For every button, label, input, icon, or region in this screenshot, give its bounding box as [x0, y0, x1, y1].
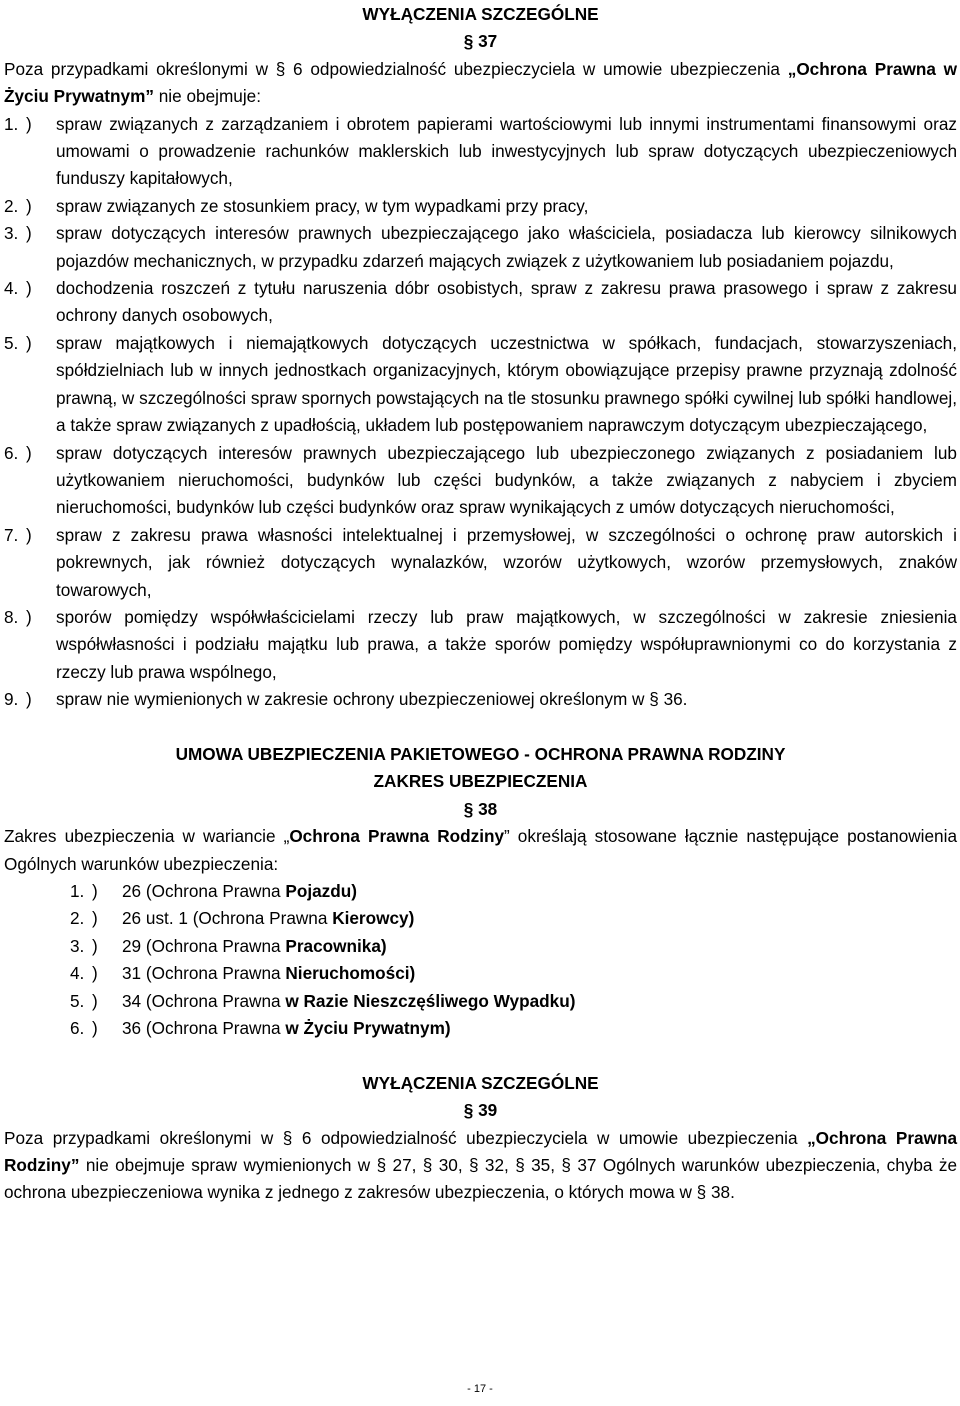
item-paren: ): [26, 689, 32, 710]
scope-item: [70, 960, 957, 987]
section-39: [4, 1070, 957, 1207]
item-paren: ): [92, 880, 98, 901]
item-paren: ): [92, 963, 98, 984]
scope-subtitle: ZAKRES UBEZPIECZENIA: [373, 771, 588, 792]
item-plain-text: 31 (Ochrona Prawna: [122, 963, 286, 984]
item-number: 3.: [70, 935, 85, 956]
item-number: 1.: [4, 113, 19, 134]
item-text: spraw związanych z zarządzaniem i obrotem papierami wartościowymi lub innymi instrumentami finansowymi oraz umowami o prowadzenie rachunków maklerskich lub inwestycyjnych lub spraw dotyczących ubezpieczeniowych funduszy kapitałowych,: [56, 113, 957, 189]
intro-text-end: nie obejmuje:: [153, 86, 261, 107]
item-plain-text: 26 ust. 1 (Ochrona Prawna: [122, 908, 333, 929]
item-number: 9.: [4, 689, 19, 710]
section-38-number: § 38: [463, 798, 498, 819]
item-bold-text: Nieruchomości): [285, 963, 416, 984]
item-plain-text: 36 (Ochrona Prawna: [122, 1018, 286, 1039]
item-number: 2.: [4, 195, 19, 216]
section-39-number: § 39: [463, 1100, 498, 1121]
item-text: spraw dotyczących interesów prawnych ubezpieczającego lub ubezpieczonego związanych z posiadaniem lub użytkowaniem nieruchomości, budynków lub części budynków, a także związanych z nabyciem i zbyciem nieruchomości, budynków lub części budynków oraz spraw wynikających z umów dotyczących nieruchomości,: [56, 442, 957, 518]
scope-item: [70, 878, 957, 905]
item-paren: ): [92, 935, 98, 956]
document-page: [4, 1, 957, 1207]
section-37: [4, 1, 957, 714]
scope-item: [70, 988, 957, 1015]
exclusion-item: [4, 440, 957, 522]
intro-text-end: ” określają stosowane łącznie następujące postanowienia Ogólnych warunków ubezpieczenia:: [4, 826, 957, 874]
item-text: [106, 933, 387, 960]
item-number: 6.: [4, 442, 19, 463]
section-37-number: § 37: [463, 31, 498, 52]
text-end: nie obejmuje spraw wymienionych w § 27, § 30, § 32, § 35, § 37 Ogólnych warunków ubezpieczenia, chyba że ochrona ubezpieczeniowa wynika z jednego z zakresów ubezpieczenia, o których mowa w § 38.: [4, 1155, 957, 1203]
item-paren: ): [26, 442, 32, 463]
exclusion-item: [4, 522, 957, 604]
item-plain-text: 34 (Ochrona Prawna: [122, 990, 286, 1011]
item-plain-text: 26 (Ochrona Prawna: [122, 880, 286, 901]
exclusion-item: [4, 220, 957, 275]
package-title: UMOWA UBEZPIECZENIA PAKIETOWEGO - OCHRONA PRAWNA RODZINY: [175, 743, 786, 764]
item-text: spraw dotyczących interesów prawnych ubezpieczającego jako właściciela, posiadacza lub kierowcy silnikowych pojazdów mechanicznych, w przypadku zdarzeń mających związek z użytkowaniem lub posiadaniem pojazdu,: [56, 223, 957, 271]
exclusion-item: [4, 330, 957, 440]
item-plain-text: 29 (Ochrona Prawna: [122, 935, 286, 956]
intro-text: Poza przypadkami określonymi w § 6 odpowiedzialność ubezpieczyciela w umowie ubezpieczenia: [4, 58, 788, 79]
item-number: 2.: [70, 908, 85, 929]
item-bold-text: Pracownika): [285, 935, 387, 956]
section-39-text: [4, 1125, 957, 1207]
item-paren: ): [26, 113, 32, 134]
exclusion-item: [4, 193, 957, 220]
item-text: spraw związanych ze stosunkiem pracy, w tym wypadkami przy pracy,: [56, 195, 589, 216]
section-37-exclusions-list: [4, 111, 957, 714]
intro-text: Zakres ubezpieczenia w wariancie „: [4, 826, 290, 847]
variant-name: „Ochrona Prawna Rodziny”: [4, 1127, 957, 1176]
section-38-intro: [4, 823, 957, 878]
section-38-scope-list: [4, 878, 957, 1042]
intro-variant-name: Ochrona Prawna Rodziny: [289, 826, 505, 847]
exclusion-item: [4, 111, 957, 193]
text-start: Poza przypadkami określonymi w § 6 odpowiedzialność ubezpieczyciela w umowie ubezpieczenia: [4, 1127, 808, 1148]
item-paren: ): [26, 223, 32, 244]
section-38: [4, 741, 957, 1042]
item-paren: ): [92, 908, 98, 929]
exclusion-item: [4, 604, 957, 686]
section-37-intro: [4, 56, 957, 111]
exclusion-item: [4, 275, 957, 330]
item-paren: ): [26, 278, 32, 299]
scope-item: [70, 933, 957, 960]
item-text: dochodzenia roszczeń z tytułu naruszenia dóbr osobistych, spraw z zakresu prawa prasowego i spraw z zakresu ochrony danych osobowych,: [56, 278, 957, 326]
item-bold-text: Pojazdu): [285, 880, 357, 901]
item-text: [106, 960, 415, 987]
item-number: 5.: [70, 990, 85, 1011]
exclusion-item: [4, 686, 957, 713]
item-paren: ): [92, 1018, 98, 1039]
item-paren: ): [26, 332, 32, 353]
item-text: sporów pomiędzy współwłaścicielami rzeczy lub praw majątkowych, w szczególności w zakresie zniesienia współwłasności i podziału majątku lub prawa, a także sporów pomiędzy współuprawnionymi co do korzystania z rzeczy lub prawa wspólnego,: [56, 606, 957, 682]
item-number: 7.: [4, 524, 19, 545]
item-bold-text: Kierowcy): [332, 908, 415, 929]
page-number: - 17 -: [467, 1383, 493, 1395]
item-paren: ): [26, 606, 32, 627]
item-text: [106, 905, 414, 932]
item-number: 6.: [70, 1018, 85, 1039]
item-text: spraw majątkowych i niemajątkowych dotyczących uczestnictwa w spółkach, fundacjach, stowarzyszeniach, spółdzielniach lub w innych jednostkach organizacyjnych, którym obowiązujące przepisy prawne przyznają zdolność prawną, w szczególności spraw spornych powstających na tle stosunku prawnego spółki cywilnej lub spółki handlowej, a także spraw związanych z upadłością, układem lub postępowaniem naprawczym dotyczącym ubezpieczającego,: [56, 332, 957, 436]
item-text: [106, 878, 357, 905]
item-number: 8.: [4, 606, 19, 627]
item-number: 1.: [70, 880, 85, 901]
section-37-heading: WYŁĄCZENIA SZCZEGÓLNE: [362, 4, 599, 24]
item-number: 5.: [4, 332, 19, 353]
item-paren: ): [26, 195, 32, 216]
item-text: spraw z zakresu prawa własności intelektualnej i przemysłowej, w szczególności o ochronę praw autorskich i pokrewnych, jak również dotyczących wynalazków, wzorów użytkowych, wzorów przemysłowych, znaków towarowych,: [56, 524, 957, 600]
item-number: 4.: [4, 278, 19, 299]
intro-product-name: „Ochrona Prawna w Życiu Prywatnym”: [4, 58, 958, 107]
scope-item: [70, 905, 957, 932]
item-bold-text: w Razie Nieszczęśliwego Wypadku): [285, 990, 576, 1011]
item-text: spraw nie wymienionych w zakresie ochrony ubezpieczeniowej określonym w § 36.: [56, 689, 688, 710]
item-text: [106, 1015, 451, 1042]
section-39-heading: WYŁĄCZENIA SZCZEGÓLNE: [362, 1072, 599, 1093]
item-bold-text: w Życiu Prywatnym): [285, 1018, 451, 1039]
scope-item: [70, 1015, 957, 1042]
item-paren: ): [26, 524, 32, 545]
item-paren: ): [92, 990, 98, 1011]
item-number: 4.: [70, 963, 85, 984]
item-number: 3.: [4, 223, 19, 244]
item-text: [106, 988, 575, 1015]
